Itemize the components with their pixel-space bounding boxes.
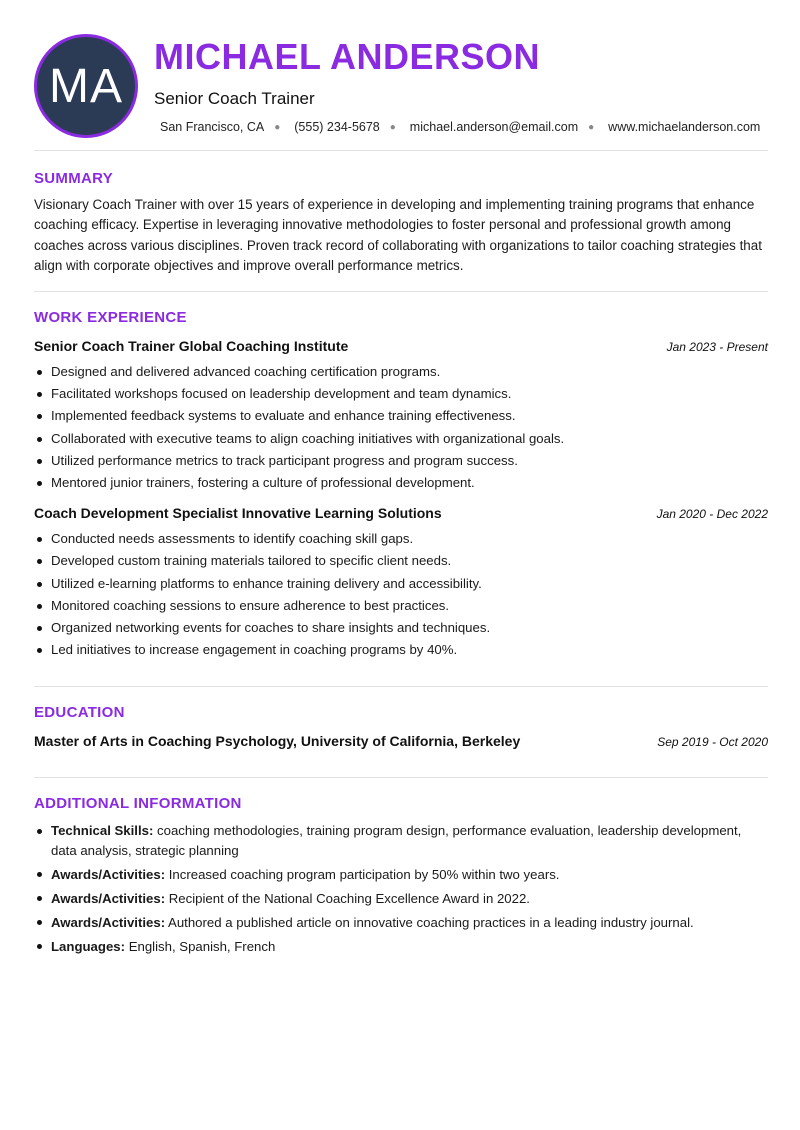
- experience-title: WORK EXPERIENCE: [34, 309, 187, 326]
- section-divider: [34, 150, 768, 151]
- contact-email[interactable]: michael.anderson@email.com: [409, 120, 579, 134]
- degree: Master of Arts in Coaching Psychology, University of California, Berkeley: [34, 733, 521, 749]
- item-text: Increased coaching program participation by 50% within two years.: [168, 866, 560, 882]
- list-item: Mentored junior trainers, fostering a culture of professional development.: [34, 472, 768, 494]
- candidate-name: MICHAEL ANDERSON: [154, 36, 541, 77]
- contact-location: San Francisco, CA: [160, 120, 265, 134]
- job-title: Coach Development Specialist Innovative Learning Solutions: [34, 505, 442, 522]
- list-item: Led initiatives to increase engagement in coaching programs by 40%.: [34, 639, 768, 661]
- list-item: [34, 889, 768, 909]
- list-item: [34, 821, 768, 860]
- education-date: Sep 2019 - Oct 2020: [657, 735, 768, 749]
- education-section: [34, 704, 768, 749]
- job-entry: [34, 505, 768, 661]
- item-text: coaching methodologies, training program design, performance evaluation, leadership development, data analysis, strategic planning: [51, 823, 742, 858]
- additional-title: ADDITIONAL INFORMATION: [34, 795, 242, 812]
- item-label: Awards/Activities:: [51, 890, 166, 906]
- avatar-initials: MA: [49, 59, 123, 113]
- section-divider: [34, 291, 768, 292]
- list-item: Designed and delivered advanced coaching certification programs.: [34, 361, 768, 383]
- education-entry: [34, 733, 768, 749]
- item-text: English, Spanish, French: [128, 938, 276, 954]
- list-item: Implemented feedback systems to evaluate and enhance training effectiveness.: [34, 405, 768, 427]
- list-item: [34, 937, 768, 957]
- resume-header: [34, 34, 768, 138]
- list-item: Utilized performance metrics to track participant progress and program success.: [34, 450, 768, 472]
- separator-dot: ●: [389, 121, 396, 133]
- summary-section: [34, 170, 768, 276]
- section-divider: [34, 686, 768, 687]
- job-date: Jan 2023 - Present: [666, 340, 768, 354]
- list-item: Conducted needs assessments to identify coaching skill gaps.: [34, 528, 768, 550]
- list-item: Collaborated with executive teams to align coaching initiatives with organizational goals.: [34, 428, 768, 450]
- experience-section: [34, 309, 768, 661]
- item-label: Awards/Activities:: [51, 866, 166, 882]
- list-item: Developed custom training materials tailored to specific client needs.: [34, 550, 768, 572]
- section-divider: [34, 777, 768, 778]
- job-header: [34, 505, 768, 521]
- list-item: [34, 913, 768, 933]
- list-item: Organized networking events for coaches to share insights and techniques.: [34, 617, 768, 639]
- item-label: Languages:: [51, 938, 126, 954]
- job-bullets: [34, 361, 768, 494]
- job-bullets: [34, 528, 768, 661]
- contact-website[interactable]: www.michaelanderson.com: [608, 120, 761, 134]
- list-item: Facilitated workshops focused on leadership development and team dynamics.: [34, 383, 768, 405]
- item-text: Authored a published article on innovative coaching practices in a leading industry journal.: [168, 914, 694, 930]
- additional-section: [34, 795, 768, 961]
- list-item: Utilized e-learning platforms to enhance training delivery and accessibility.: [34, 573, 768, 595]
- list-item: Monitored coaching sessions to ensure adherence to best practices.: [34, 595, 768, 617]
- job-entry: [34, 338, 768, 494]
- separator-dot: ●: [588, 121, 595, 133]
- separator-dot: ●: [274, 121, 281, 133]
- summary-text: Visionary Coach Trainer with over 15 years of experience in developing and implementing training programs that enhance coaching efficacy. Expertise in leveraging innovative methodologies to foster personal and professional growth among coaches across various disciplines. Proven track record of collaborating with organizations to tailor coaching strategies that align with corporate objectives and improve overall performance metrics.: [34, 197, 762, 273]
- contact-line: [160, 120, 760, 134]
- education-title: EDUCATION: [34, 704, 125, 721]
- summary-title: SUMMARY: [34, 170, 114, 187]
- list-item: [34, 865, 768, 885]
- job-header: [34, 338, 768, 354]
- contact-phone: (555) 234-5678: [294, 120, 380, 134]
- job-title: Senior Coach Trainer Global Coaching Institute: [34, 338, 349, 354]
- item-text: Recipient of the National Coaching Excellence Award in 2022.: [168, 890, 530, 906]
- additional-list: [34, 821, 768, 956]
- job-date: Jan 2020 - Dec 2022: [656, 507, 768, 522]
- candidate-role: Senior Coach Trainer: [154, 89, 315, 108]
- item-label: Awards/Activities:: [51, 914, 166, 930]
- avatar: [34, 34, 138, 138]
- item-label: Technical Skills:: [51, 823, 154, 838]
